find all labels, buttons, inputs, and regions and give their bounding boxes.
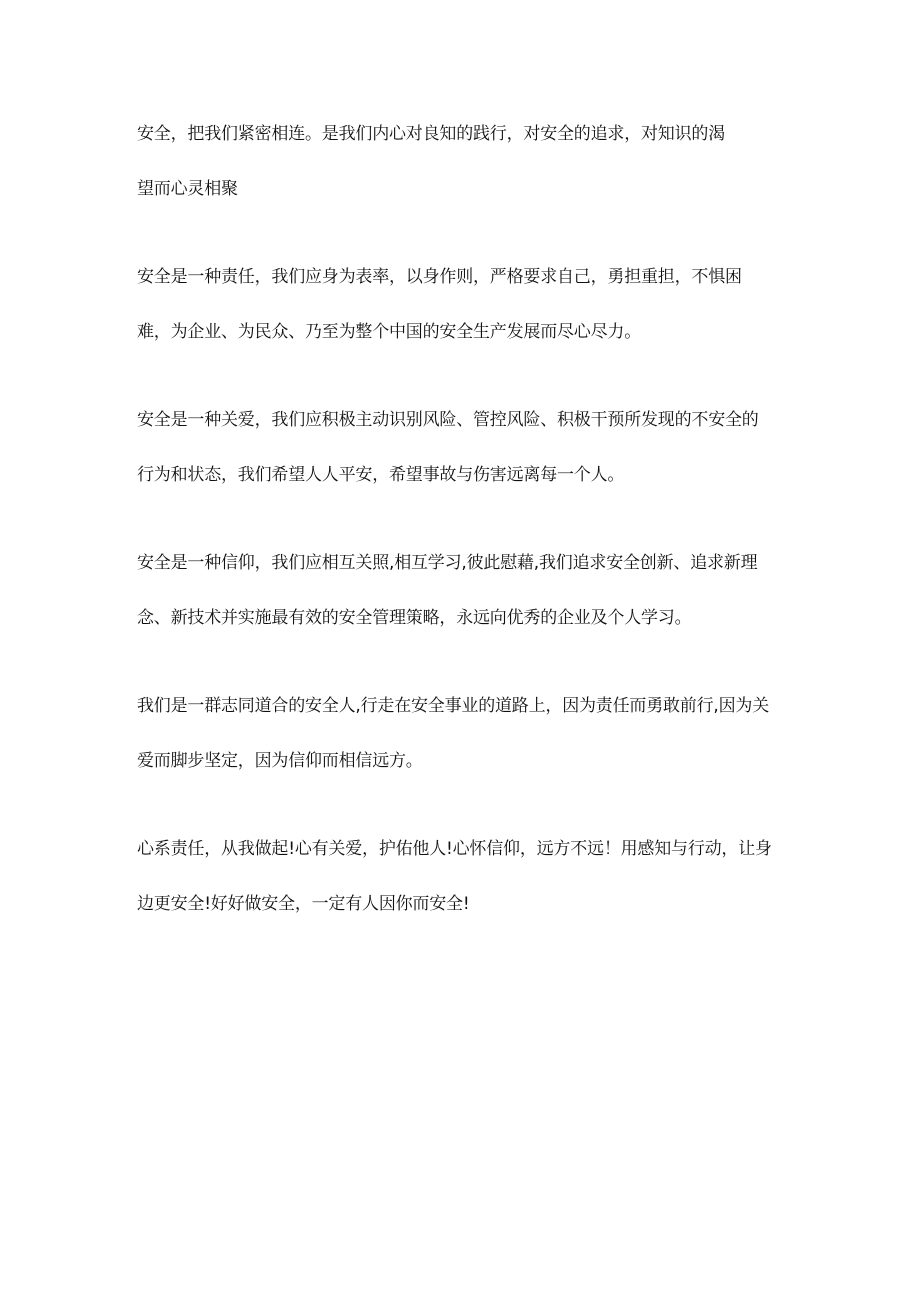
paragraph bbox=[137, 551, 797, 630]
text-line: 安全是一种关爱，我们应积极主动识别风险、管控风险、积极干预所发现的不安全的 bbox=[137, 410, 759, 430]
text-line: 边更安全!好好做安全，一定有人因你而安全! bbox=[137, 894, 470, 914]
text-line: 念、新技术并实施最有效的安全管理策略，永远向优秀的企业及个人学习。 bbox=[137, 608, 692, 628]
paragraph bbox=[137, 837, 797, 916]
paragraph bbox=[137, 694, 797, 773]
text-line: 望而心灵相聚 bbox=[137, 179, 238, 199]
text-line: 难，为企业、为民众、乃至为整个中国的安全生产发展而尽心尽力。 bbox=[137, 322, 641, 342]
text-line: 安全是一种责任，我们应身为表率，以身作则，严格要求自己，勇担重担，不惧困 bbox=[137, 267, 742, 287]
text-line: 行为和状态，我们希望人人平安，希望事故与伤害远离每一个人。 bbox=[137, 465, 625, 485]
paragraph bbox=[137, 265, 797, 344]
text-line: 我们是一群志同道合的安全人,行走在安全事业的道路上，因为责任而勇敢前行,因为关 bbox=[137, 696, 770, 716]
text-line: 安全，把我们紧密相连。是我们内心对良知的践行，对安全的追求，对知识的渴 bbox=[137, 124, 725, 144]
text-line: 安全是一种信仰，我们应相互关照,相互学习,彼此慰藉,我们追求安全创新、追求新理 bbox=[137, 553, 758, 573]
paragraph bbox=[137, 408, 797, 487]
text-line: 心系责任，从我做起!心有关爱，护佑他人!心怀信仰，远方不远！用感知与行动，让身 bbox=[137, 839, 772, 859]
paragraph bbox=[137, 122, 797, 201]
text-line: 爱而脚步坚定，因为信仰而相信远方。 bbox=[137, 751, 423, 771]
